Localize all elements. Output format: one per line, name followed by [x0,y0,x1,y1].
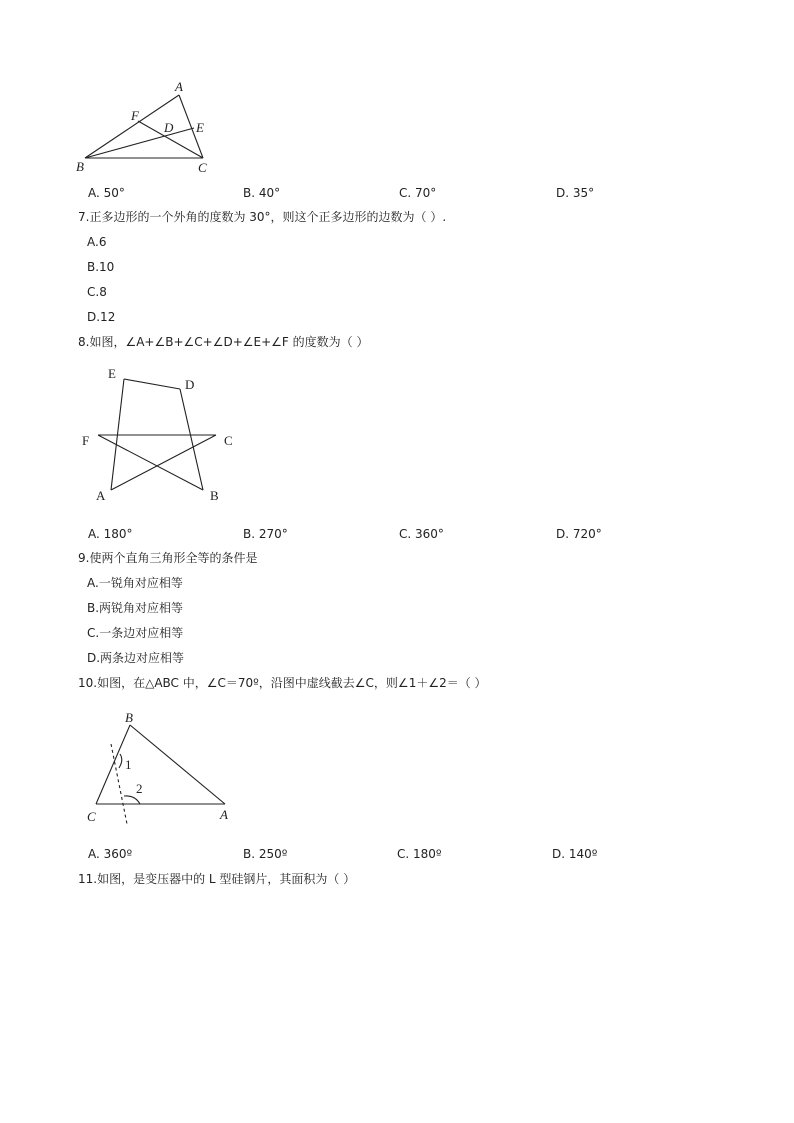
q8-label-b: B [210,488,219,503]
q8-label-f: F [82,433,90,448]
q8-label-d: D [185,377,195,392]
q10-label-2: 2 [136,781,143,796]
q10-label-1: 1 [125,757,132,772]
q7-option-d: D.12 [87,310,116,324]
q7-option-c: C.8 [87,285,107,299]
q6-label-c: C [198,160,207,175]
q9-option-d: D.两条边对应相等 [87,651,185,665]
q11-stem: 11.如图，是变压器中的 L 型硅钢片，其面积为（ ） [78,872,356,886]
q10-stem: 10.如图，在△ABC 中，∠C＝70º，沿图中虚线截去∠C，则∠1＋∠2＝（ ） [78,676,487,690]
q8-label-e: E [108,366,116,381]
q6-label-e: E [196,120,204,135]
q10-label-c: C [87,809,96,824]
q7-stem: 7.正多边形的一个外角的度数为 30°，则这个正多边形的边数为（ ）. [78,210,447,224]
q8-stem: 8.如图，∠A+∠B+∠C+∠D+∠E+∠F 的度数为（ ） [78,335,369,349]
q8-figure [76,360,246,510]
q8-option-d: D. 720° [556,527,602,541]
q9-option-b: B.两锐角对应相等 [87,601,184,615]
q6-label-d: D [164,120,174,135]
q9-stem: 9.使两个直角三角形全等的条件是 [78,551,258,565]
q8-label-a: A [96,488,106,503]
q6-label-a: A [175,79,183,94]
q10-label-b: B [125,710,133,725]
q6-label-b: B [76,159,84,174]
q10-option-d: D. 140º [552,847,598,861]
q10-option-b: B. 250º [243,847,288,861]
q7-option-a: A.6 [87,235,107,249]
q9-option-a: A.一锐角对应相等 [87,576,183,590]
q6-figure [70,76,220,180]
q8-option-a: A. 180° [88,527,133,541]
q6-option-c: C. 70° [399,186,437,200]
q9-option-c: C.一条边对应相等 [87,626,184,640]
q7-option-b: B.10 [87,260,115,274]
q8-option-b: B. 270° [243,527,288,541]
q8-label-c: C [224,433,233,448]
q8-option-c: C. 360° [399,527,444,541]
q10-option-a: A. 360º [88,847,133,861]
q6-option-b: B. 40° [243,186,281,200]
q6-label-f: F [131,108,139,123]
q10-label-a: A [220,807,228,822]
q6-option-d: D. 35° [556,186,595,200]
q6-option-a: A. 50° [88,186,125,200]
q10-figure [80,706,240,830]
q10-option-c: C. 180º [397,847,442,861]
